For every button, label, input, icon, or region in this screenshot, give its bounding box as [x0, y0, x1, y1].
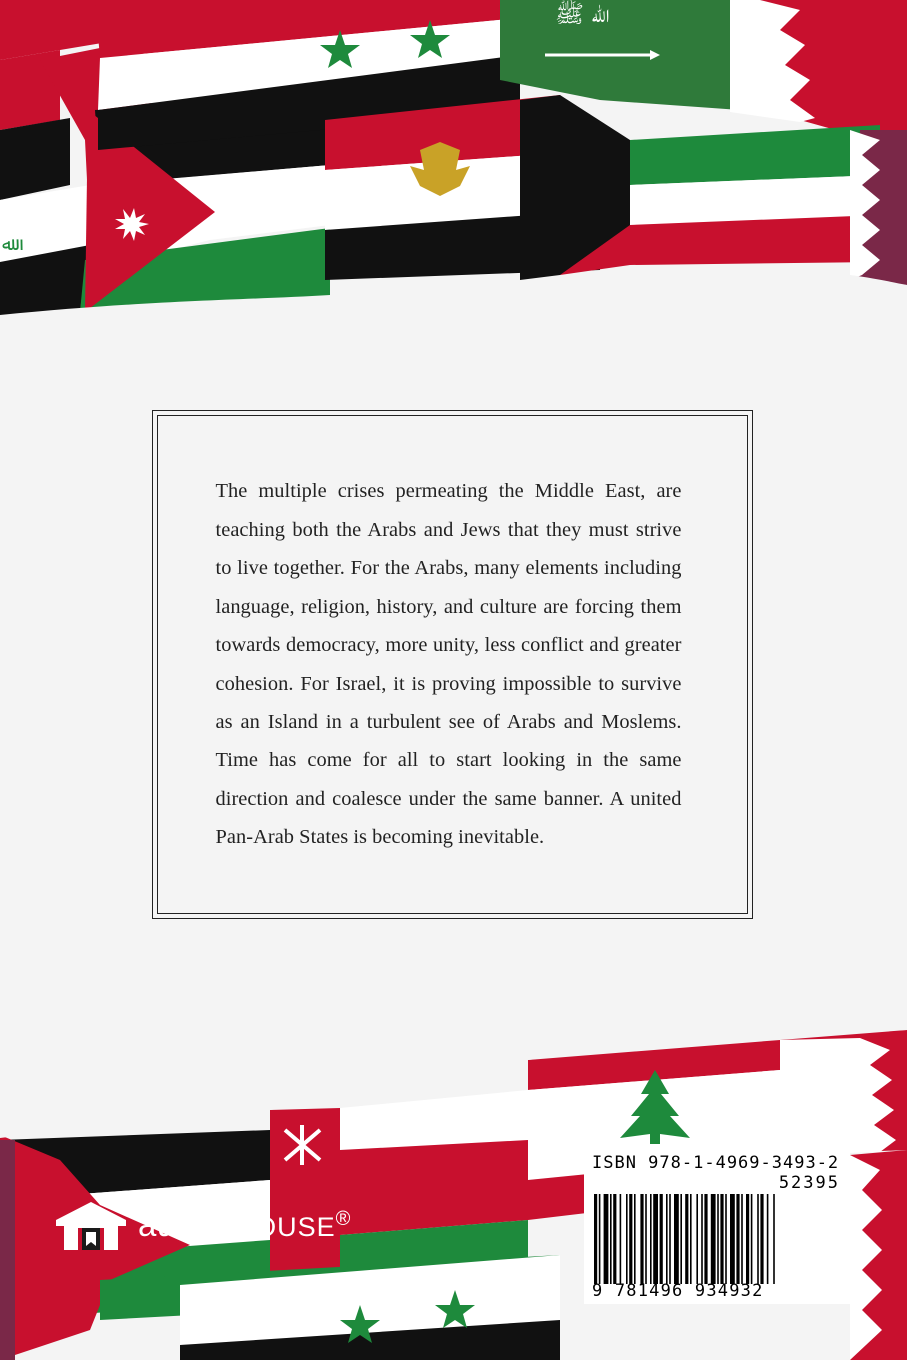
barcode-bar [767, 1194, 769, 1284]
barcode-bar [594, 1194, 597, 1284]
barcode-bar [629, 1194, 632, 1284]
barcode-digits: 9 781496 934932 [592, 1281, 764, 1301]
publisher-logo [52, 1198, 351, 1252]
barcode-bar [626, 1194, 628, 1284]
barcode-bar [653, 1194, 658, 1284]
svg-text:ﷲ ﷺ: ﷲ ﷺ [555, 0, 610, 28]
blurb-frame [152, 410, 753, 919]
back-cover-blurb: The multiple crises permeating the Middle East, are teaching both the Arabs and Jews that they must strive to live together. For the Arabs, many elements including language, religion, history, and culture are forcing them towards democracy, more unity, less conflict and greater cohesion. For Israel, it is proving impossible to survive as an Island in a turbulent see of Arabs and Moslems. Time has come for all to start looking in the same direction and coalesce under the same banner. A united Pan-Arab States is becoming inevitable. [215, 480, 682, 849]
barcode-bar [685, 1194, 688, 1284]
barcode-bar [634, 1194, 636, 1284]
house-logo-icon [52, 1198, 130, 1252]
top-flag-banner [0, 0, 907, 320]
barcode-bar [613, 1194, 616, 1284]
barcode-bar [720, 1194, 723, 1284]
barcode-bar [674, 1194, 679, 1284]
flag-qatar [850, 130, 907, 285]
barcode-bar [746, 1194, 749, 1284]
publisher-name-lower: author [138, 1206, 235, 1243]
barcode-bar [610, 1194, 612, 1284]
barcode-bar [696, 1194, 698, 1284]
barcode-bar [680, 1194, 682, 1284]
barcode-bar [660, 1194, 663, 1284]
barcode-bar [736, 1194, 739, 1284]
barcode-bar [650, 1194, 652, 1284]
barcode-bar [645, 1194, 647, 1284]
barcode-bar [701, 1194, 703, 1284]
price-code: 52395 [778, 1173, 840, 1193]
flag-bahrain-bottom [780, 1030, 907, 1155]
barcode-bar [620, 1194, 622, 1284]
barcode-bar [666, 1194, 668, 1284]
barcode-bar [725, 1194, 727, 1284]
top-flags-illustration [0, 0, 907, 320]
barcode-bar [730, 1194, 735, 1284]
publisher-wordmark [138, 1206, 351, 1244]
blurb-inner-frame [157, 415, 748, 914]
isbn-number: ISBN 978-1-4969-3493-2 [592, 1153, 840, 1173]
barcode-bar [773, 1194, 775, 1284]
svg-text:ﷲ: ﷲ [2, 234, 13, 255]
publisher-name-upper: HOUSE [234, 1212, 336, 1242]
isbn-barcode [584, 1148, 850, 1304]
barcode-bar [717, 1194, 719, 1284]
barcode-bar [669, 1194, 671, 1284]
flag-qatar-bottom [850, 1150, 907, 1360]
barcode-bars [592, 1194, 842, 1284]
barcode-bar [741, 1194, 743, 1284]
barcode-bar [757, 1194, 759, 1284]
barcode-bar [690, 1194, 692, 1284]
barcode-bar [640, 1194, 643, 1284]
barcode-bar [604, 1194, 609, 1284]
barcode-bar [760, 1194, 763, 1284]
registered-mark: ® [335, 1208, 351, 1230]
barcode-bar [599, 1194, 601, 1284]
barcode-bar [751, 1194, 753, 1284]
barcode-bar [704, 1194, 707, 1284]
barcode-bar [711, 1194, 716, 1284]
